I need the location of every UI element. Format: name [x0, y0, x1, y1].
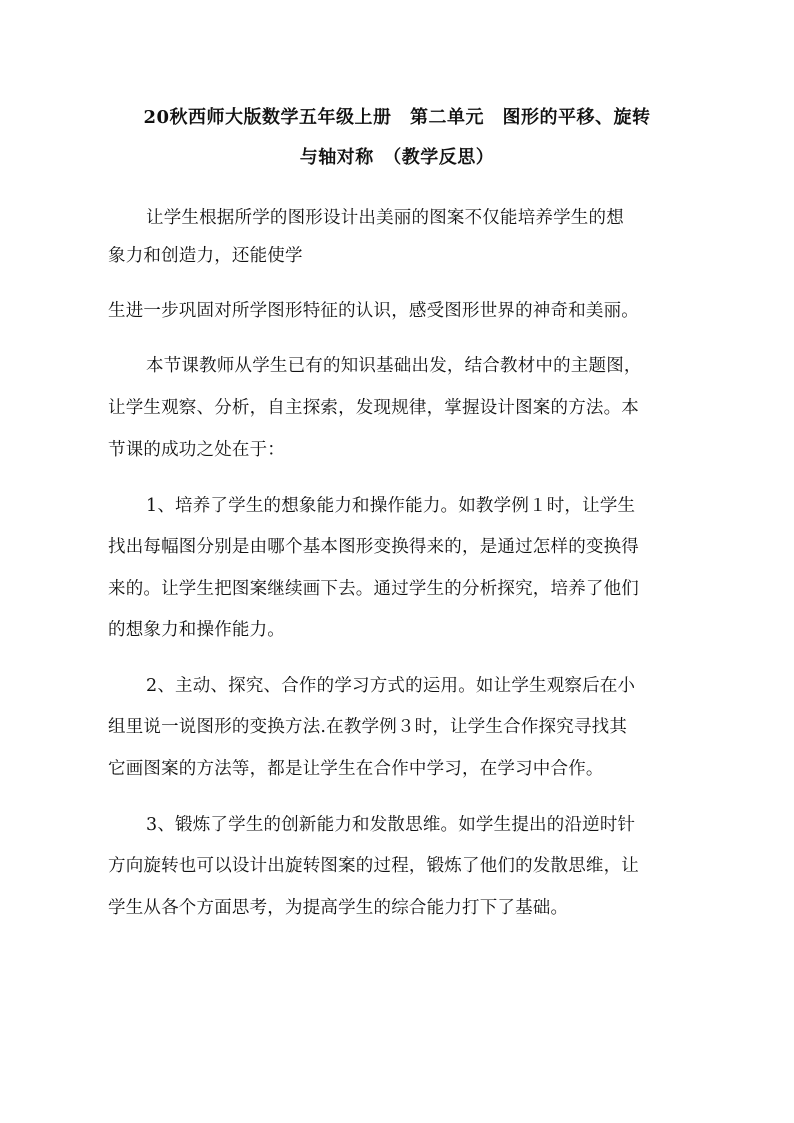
paragraph-line: 的想象力和操作能力。: [108, 620, 285, 640]
paragraph-line: 本节课教师从学生已有的知识基础出发，结合教材中的主题图，: [146, 356, 642, 376]
paragraph-line: 象力和创造力，还能使学: [108, 246, 303, 266]
paragraph-line: 让学生根据所学的图形设计出美丽的图案不仅能培养学生的想: [146, 208, 624, 228]
paragraph-line: 3、锻炼了学生的创新能力和发散思维。如学生提出的沿逆时针: [146, 815, 636, 835]
paragraph-line: 它画图案的方法等，都是让学生在合作中学习，在学习中合作。: [108, 759, 604, 779]
paragraph-line: 找出每幅图分别是由哪个基本图形变换得来的，是通过怎样的变换得: [108, 537, 639, 557]
paragraph-line: 生进一步巩固对所学图形特征的认识，感受图形世界的神奇和美丽。: [108, 301, 639, 321]
document-title-line-2: 与轴对称 （教学反思）: [299, 147, 495, 168]
paragraph-line: 组里说一说图形的变换方法.在教学例３时，让学生合作探究寻找其: [108, 717, 628, 737]
paragraph-line: 让学生观察、分析，自主探索，发现规律，掌握设计图案的方法。本: [108, 398, 639, 418]
paragraph-line: 节课的成功之处在于：: [108, 440, 285, 460]
paragraph-line: 方向旋转也可以设计出旋转图案的过程，锻炼了他们的发散思维，让: [108, 856, 639, 876]
paragraph-line: 2、主动、探究、合作的学习方式的运用。如让学生观察后在小: [146, 676, 636, 696]
paragraph-line: 来的。让学生把图案继续画下去。通过学生的分析探究，培养了他们: [108, 579, 639, 599]
paragraph-line: 1、培养了学生的想象能力和操作能力。如教学例１时，让学生: [146, 496, 636, 516]
document-title-line-1: 20秋西师大版数学五年级上册 第二单元 图形的平移、旋转: [143, 107, 651, 128]
paragraph-line: 学生从各个方面思考，为提高学生的综合能力打下了基础。: [108, 898, 569, 918]
